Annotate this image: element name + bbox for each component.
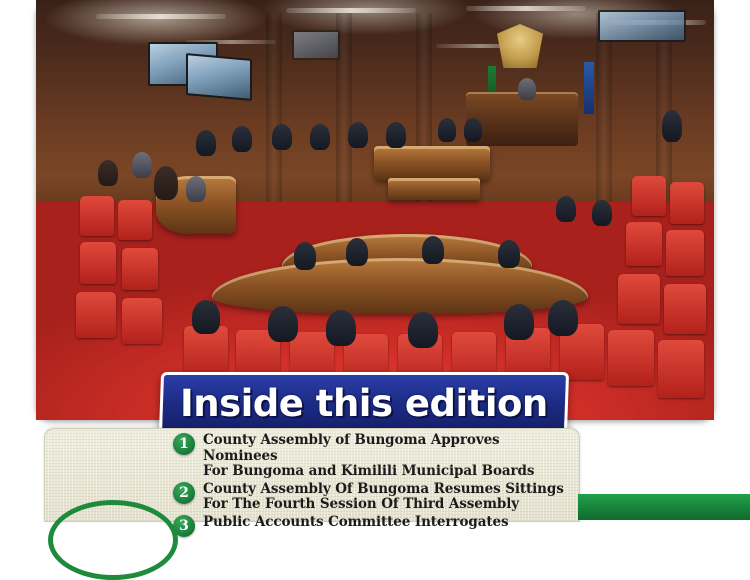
toc-entry-text [203,433,571,480]
seated-member [408,312,438,348]
seated-member [326,310,356,346]
chamber-seat [122,298,162,344]
chamber-seat [632,176,666,216]
chamber-seat [664,284,706,334]
chamber-photo-frame [36,0,714,425]
seated-member [504,304,534,340]
chamber-seat [626,222,662,266]
toc-entry-line: Public Accounts Committee Interrogates [203,513,509,530]
seated-member [386,122,406,148]
inside-this-edition-banner [159,372,569,434]
seated-member [556,196,576,222]
coat-of-arms-icon [497,24,543,68]
banner-title: Inside this edition [180,381,548,425]
toc-entry-text [203,515,508,531]
chamber-seat [76,292,116,338]
seated-member [518,78,536,100]
seated-member [548,300,578,336]
chamber-seat [122,248,158,290]
chamber-seat [666,230,704,276]
decorative-green-arc [48,500,178,580]
seated-member [294,242,316,270]
toc-entry-line: For The Fourth Session Of Third Assembly [203,496,519,512]
seated-member [196,130,216,156]
list-item[interactable] [173,482,571,513]
chamber-seat [118,200,152,240]
display-screen [598,10,686,42]
list-item[interactable] [173,515,571,537]
clerks-table [374,146,490,180]
chamber-seat [80,196,114,236]
decorative-green-bar [578,494,750,520]
toc-number-badge: 3 [173,515,195,537]
seated-member [464,118,482,142]
chamber-seat [608,330,654,386]
chamber-seat [658,340,704,398]
seated-member [192,300,220,334]
seated-member [272,124,292,150]
seated-member [132,152,152,178]
seated-member [310,124,330,150]
toc-entry-text [203,482,564,513]
display-screen [292,30,340,60]
chamber-seat [618,274,660,324]
clerks-table [388,178,480,200]
seated-member [268,306,298,342]
ceiling-beam [96,14,226,19]
speakers-dais [466,92,578,146]
toc-entry-line: County Assembly of Bungoma Approves Nominees [203,432,500,464]
seated-member [98,160,118,186]
chamber-seat [80,242,116,284]
toc-number-badge: 2 [173,482,195,504]
seated-member [186,176,206,202]
display-screen [186,53,252,101]
seated-member [346,238,368,266]
ceiling-beam [466,6,586,11]
standing-member [154,166,178,200]
toc-entry-line: For Bungoma and Kimilili Municipal Boards [203,463,535,479]
seated-member [662,110,682,142]
seated-member [348,122,368,148]
list-item[interactable] [173,433,571,480]
seated-member [438,118,456,142]
toc-number-badge: 1 [173,433,195,455]
seated-member [232,126,252,152]
toc-entry-line: County Assembly Of Bungoma Resumes Sittings [203,480,564,497]
seated-member [498,240,520,268]
chamber-seat [670,182,704,224]
seated-member [422,236,444,264]
chamber-photo [36,0,714,425]
seated-member [592,200,612,226]
table-of-contents-list [173,433,571,539]
flag-right [584,62,594,114]
